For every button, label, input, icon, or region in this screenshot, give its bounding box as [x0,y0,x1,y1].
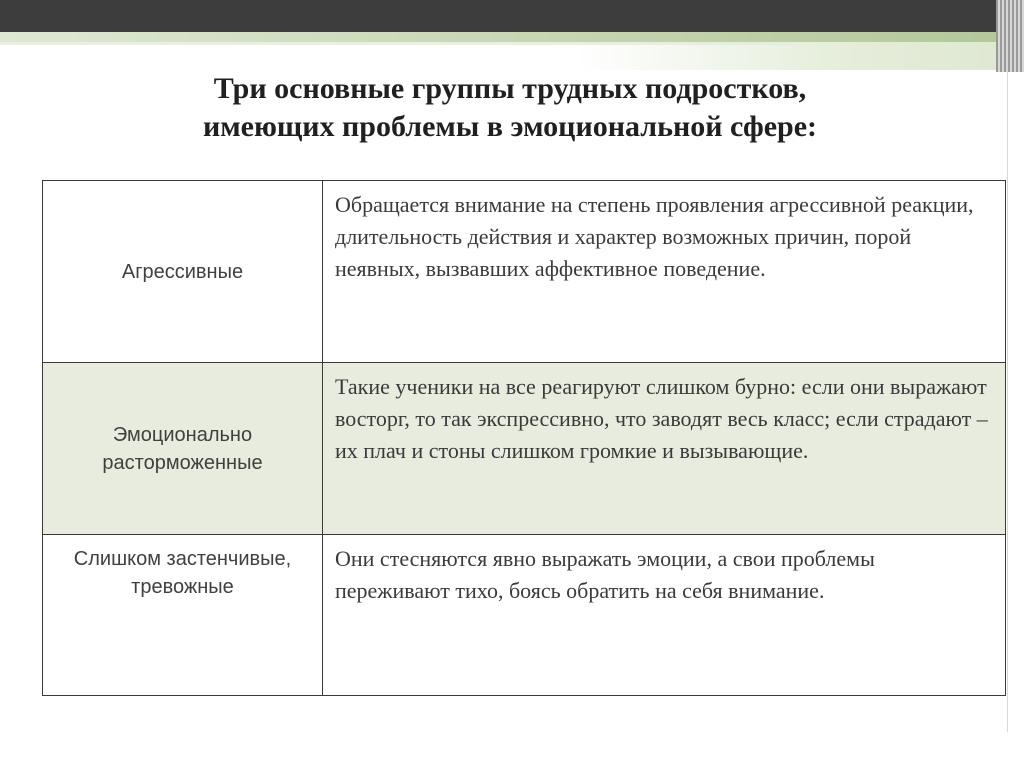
table-row [43,534,1005,695]
group-description-cell: Они стесняются явно выражать эмоции, а свои проблемы переживают тихо, боясь обратить на себя внимание. [335,546,875,603]
corner-green-fade [576,42,996,70]
group-name-cell: Агрессивные [43,181,323,362]
group-description-cell: Обращается внимание на степень проявления агрессивной реакции, длительность действия и характер возможных причин, порой неявных, вызвавших аффективное поведение. [335,192,974,281]
table-row [43,181,1005,362]
slide-title [60,70,960,146]
slide-title-line-1: Три основные группы трудных подростков, [213,72,807,105]
group-description-cell: Такие ученики на все реагируют слишком бурно: если они выражают восторг, то так экспрессивно, что заводят весь класс; если страдают – их плач и стоны слишком громкие и вызывающие. [335,374,988,463]
slide-accent-band [0,32,1024,42]
group-name-cell: Слишком застенчивые, тревожные [43,535,323,695]
corner-stripes-decoration [996,0,1024,72]
slide-title-line-2: имеющих проблемы в эмоциональной сфере: [202,110,818,143]
slide-header-bar [0,0,1024,32]
groups-table [42,180,1006,696]
table-row [43,362,1005,534]
group-name-cell: Эмоционально расторможенные [43,363,323,534]
right-divider-line [1007,72,1008,732]
